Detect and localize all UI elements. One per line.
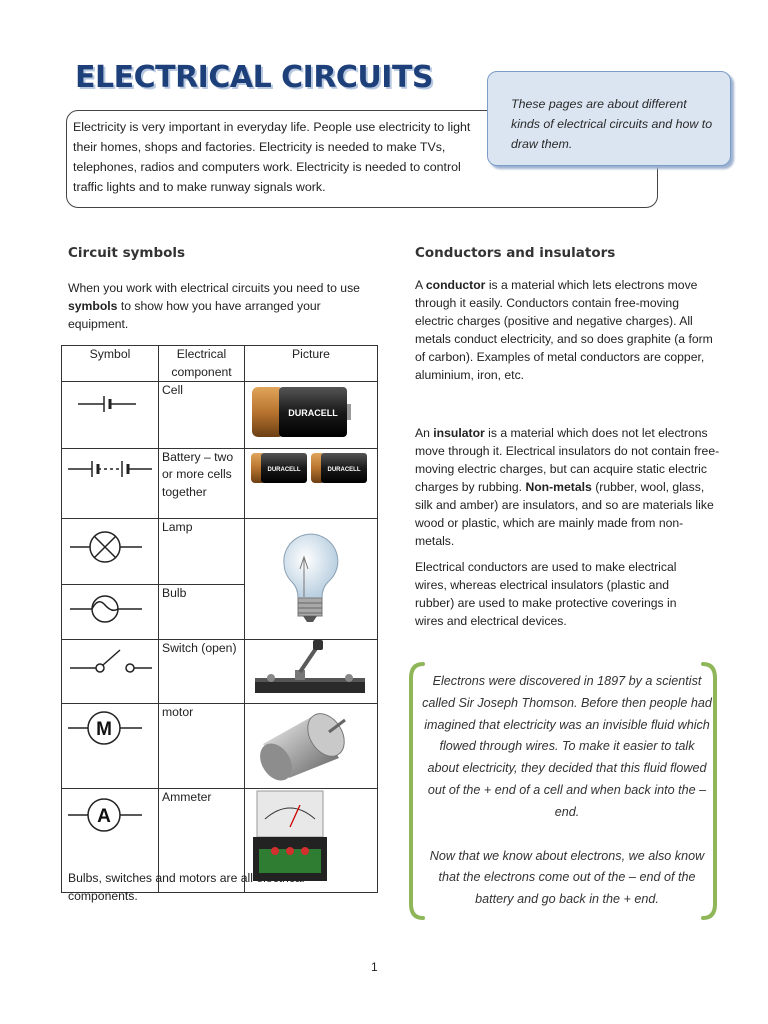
battery-symbol — [62, 448, 159, 518]
table-row — [62, 448, 378, 518]
fact-paragraph: Now that we know about electrons, we also know that the electrons come out of the – end of the battery and go back in the + end. — [429, 848, 705, 907]
svg-text:M: M — [96, 719, 112, 740]
component-label: Ammeter — [159, 788, 245, 893]
component-label: Bulb — [159, 585, 245, 640]
motor-symbol — [62, 704, 159, 789]
note-text: These pages are about different kinds of electrical circuits and how to draw them. — [511, 97, 713, 151]
table-header: Symbol — [62, 346, 159, 382]
uses-paragraph: Electrical conductors are used to make electrical wires, whereas electrical insulators (plastic and rubber) are used to make protective coverings in wires and electrical devices. — [415, 560, 677, 628]
fact-callout — [407, 660, 719, 922]
table-row — [62, 382, 378, 449]
battery-icon — [245, 382, 377, 442]
conductor-paragraph: A conductor is a material which lets electrons move through it easily. Conductors contain free-moving electric charges (positive and negative charges). All metals conduct electricity, and so does graphite (a form of carbon). Examples of metal conductors are copper, aluminium, iron, etc. — [415, 278, 713, 382]
motor-icon — [245, 704, 377, 782]
table-footer-note: Bulbs, switches and motors are all electrical components. — [68, 871, 305, 903]
component-label: Cell — [159, 382, 245, 449]
svg-text:DURACELL: DURACELL — [327, 466, 361, 473]
conductors-heading: Conductors and insulators — [415, 245, 616, 261]
svg-text:DURACELL: DURACELL — [288, 408, 338, 418]
svg-text:DURACELL: DURACELL — [267, 466, 301, 473]
knife-switch-icon — [245, 640, 377, 698]
circuit-symbols-heading: Circuit symbols — [68, 245, 186, 261]
component-label: motor — [159, 704, 245, 789]
switch-picture — [245, 639, 378, 704]
page-title: ELECTRICAL CIRCUITS — [75, 60, 434, 95]
table-row — [62, 518, 378, 585]
note-callout — [487, 71, 731, 166]
page-number: 1 — [371, 960, 378, 974]
circuit-symbols-intro: When you work with electrical circuits you need to use symbols to show how you have arranged your equipment. — [68, 281, 360, 331]
table-header: Electrical component — [159, 346, 245, 382]
switch-symbol — [62, 639, 159, 704]
cell-picture — [245, 382, 378, 449]
component-label: Switch (open) — [159, 639, 245, 704]
light-bulb-icon — [245, 519, 377, 629]
bulb-picture — [245, 518, 378, 639]
battery-picture — [245, 448, 378, 518]
lamp-symbol — [62, 518, 159, 585]
cell-symbol — [62, 382, 159, 449]
table-header: Picture — [245, 346, 378, 382]
batteries-icon — [245, 449, 377, 489]
table-row — [62, 704, 378, 789]
svg-text:A: A — [97, 805, 111, 827]
intro-text: Electricity is very important in everyday life. People use electricity to light their homes, shops and factories. Electricity is needed to make TVs, telephones, radios and computers work. Electricity is needed to control traffic lights and to make runway signals work. — [73, 120, 471, 194]
fact-paragraph: Electrons were discovered in 1897 by a scientist called Sir Joseph Thomson. Before then people had imagined that electricity was an invisible fluid which flowed through wires. To make it easier to talk about electricity, they decided that this fluid flowed out of the + end of a cell and when back into the – end. — [422, 674, 712, 819]
motor-picture — [245, 704, 378, 789]
insulator-paragraph: An insulator is a material which does not let electrons move through it. Electrical insulators do not contain free-moving electric charges, but can acquire static electric charges by rubbing. Non-metals (rubber, wool, glass, silk and amber) are insulators, and so are materials like wood or plastic, which are mainly made from non-metals. — [415, 426, 720, 548]
bulb-symbol — [62, 585, 159, 640]
fact-text — [422, 671, 712, 911]
component-label: Battery – two or more cells together — [159, 448, 245, 518]
component-label: Lamp — [159, 518, 245, 585]
symbols-table — [61, 345, 378, 893]
table-row — [62, 639, 378, 704]
